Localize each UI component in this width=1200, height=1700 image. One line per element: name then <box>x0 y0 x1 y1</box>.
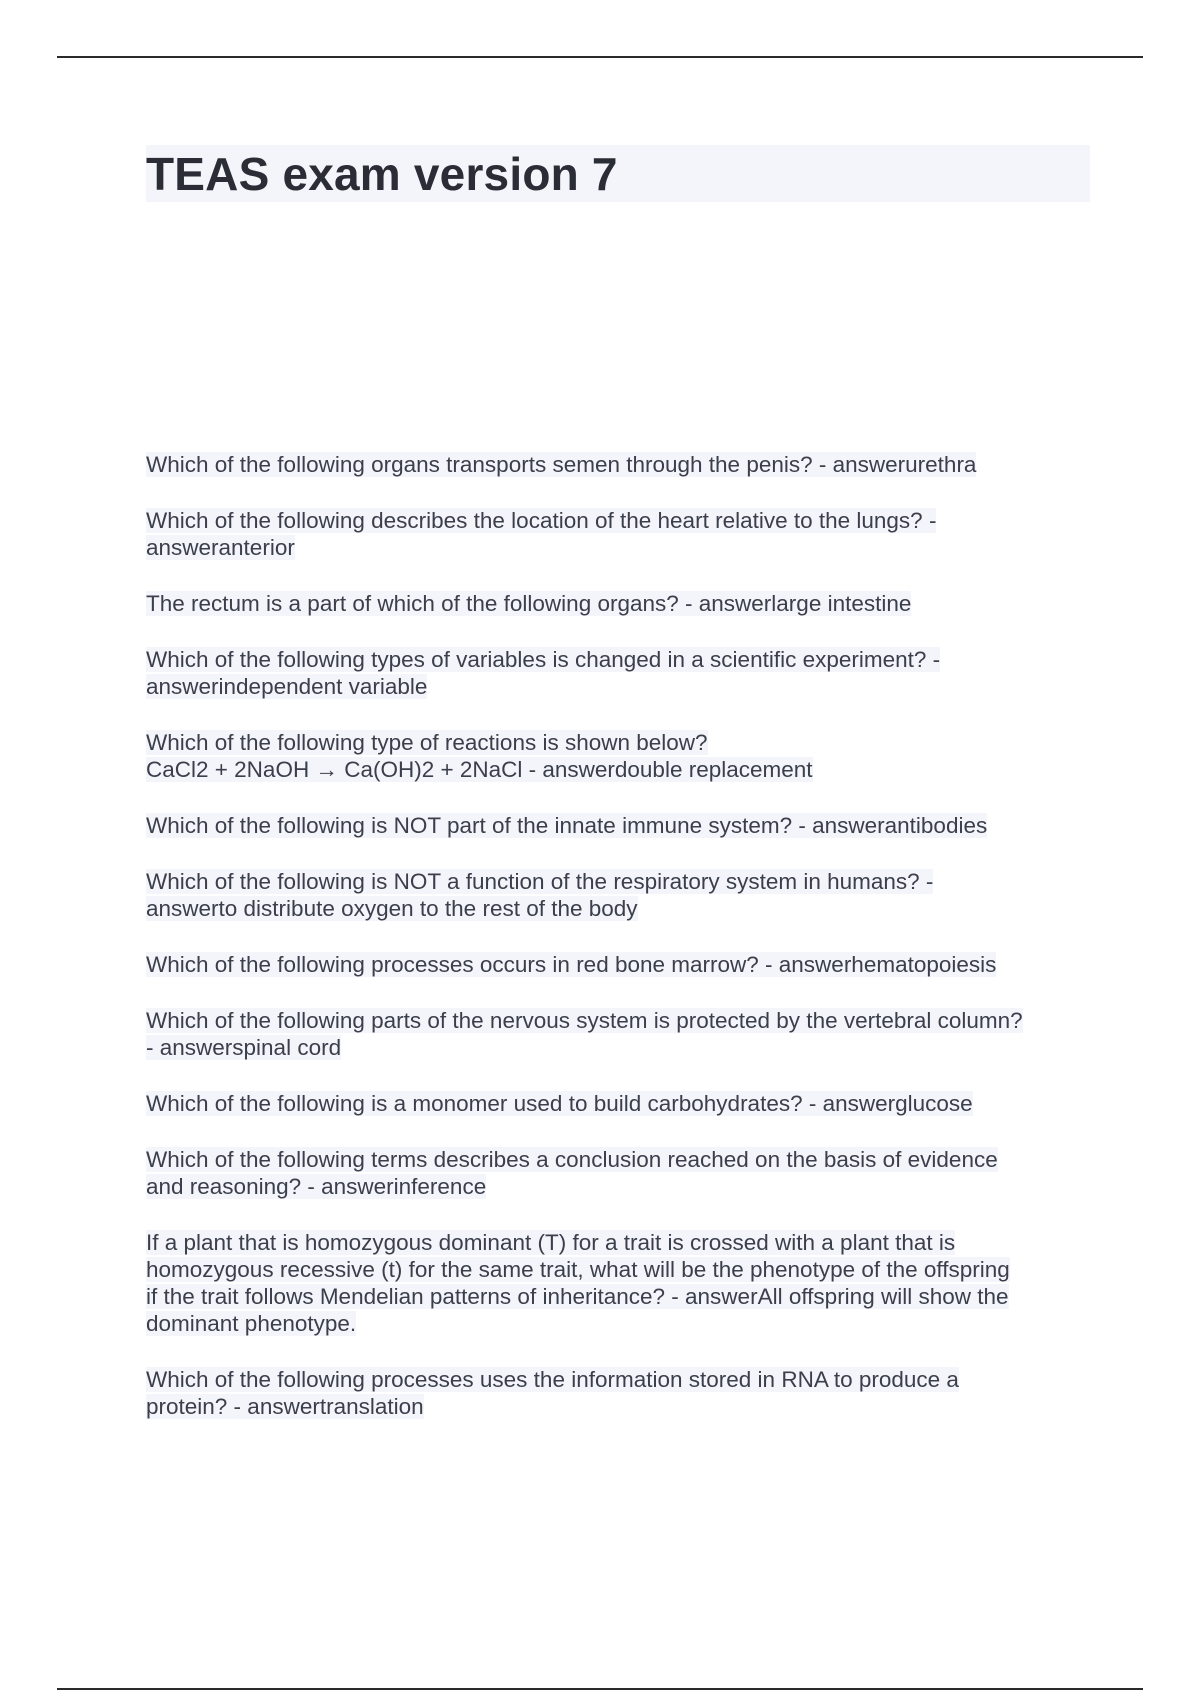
qa-item <box>146 1366 1106 1420</box>
qa-line: Which of the following is a monomer used to build carbohydrates? - answerglucose <box>146 1091 973 1116</box>
qa-line: and reasoning? - answerinference <box>146 1174 487 1199</box>
qa-line: protein? - answertranslation <box>146 1394 424 1419</box>
qa-line: homozygous recessive (t) for the same trait, what will be the phenotype of the offspring <box>146 1257 1010 1282</box>
qa-line: Which of the following describes the location of the heart relative to the lungs? - <box>146 508 937 533</box>
qa-item <box>146 1090 1106 1117</box>
qa-line: The rectum is a part of which of the following organs? - answerlarge intestine <box>146 591 912 616</box>
qa-line: answeranterior <box>146 535 295 560</box>
qa-line: Which of the following terms describes a conclusion reached on the basis of evidence <box>146 1147 998 1172</box>
qa-line: Which of the following processes occurs in red bone marrow? - answerhematopoiesis <box>146 952 997 977</box>
qa-item <box>146 1229 1106 1337</box>
qa-item <box>146 812 1106 839</box>
top-divider <box>57 56 1143 58</box>
qa-line: answerto distribute oxygen to the rest of the body <box>146 896 638 921</box>
qa-item <box>146 646 1106 700</box>
qa-line: if the trait follows Mendelian patterns of inheritance? - answerAll offspring will show the <box>146 1284 1009 1309</box>
qa-item <box>146 451 1106 478</box>
qa-item <box>146 590 1106 617</box>
qa-line: Which of the following processes uses the information stored in RNA to produce a <box>146 1367 959 1392</box>
question-answer-list <box>146 451 1106 1449</box>
qa-item <box>146 951 1106 978</box>
qa-item <box>146 729 1106 783</box>
qa-line: If a plant that is homozygous dominant (T) for a trait is crossed with a plant that is <box>146 1230 956 1255</box>
qa-line: Which of the following organs transports semen through the penis? - answerurethra <box>146 452 977 477</box>
qa-line: Which of the following is NOT part of the innate immune system? - answerantibodies <box>146 813 988 838</box>
qa-item <box>146 507 1106 561</box>
qa-line: Which of the following is NOT a function of the respiratory system in humans? - <box>146 869 934 894</box>
qa-line: CaCl2 + 2NaOH → Ca(OH)2 + 2NaCl - answerdouble replacement <box>146 757 813 782</box>
qa-line: answerindependent variable <box>146 674 428 699</box>
bottom-divider <box>57 1688 1143 1690</box>
qa-line: Which of the following type of reactions is shown below? <box>146 730 708 755</box>
qa-line: dominant phenotype. <box>146 1311 357 1336</box>
qa-line: - answerspinal cord <box>146 1035 342 1060</box>
qa-line: Which of the following parts of the nervous system is protected by the vertebral column? <box>146 1008 1023 1033</box>
qa-item <box>146 1007 1106 1061</box>
qa-line: Which of the following types of variables is changed in a scientific experiment? - <box>146 647 941 672</box>
page-title: TEAS exam version 7 <box>146 148 618 200</box>
qa-item <box>146 868 1106 922</box>
qa-item <box>146 1146 1106 1200</box>
